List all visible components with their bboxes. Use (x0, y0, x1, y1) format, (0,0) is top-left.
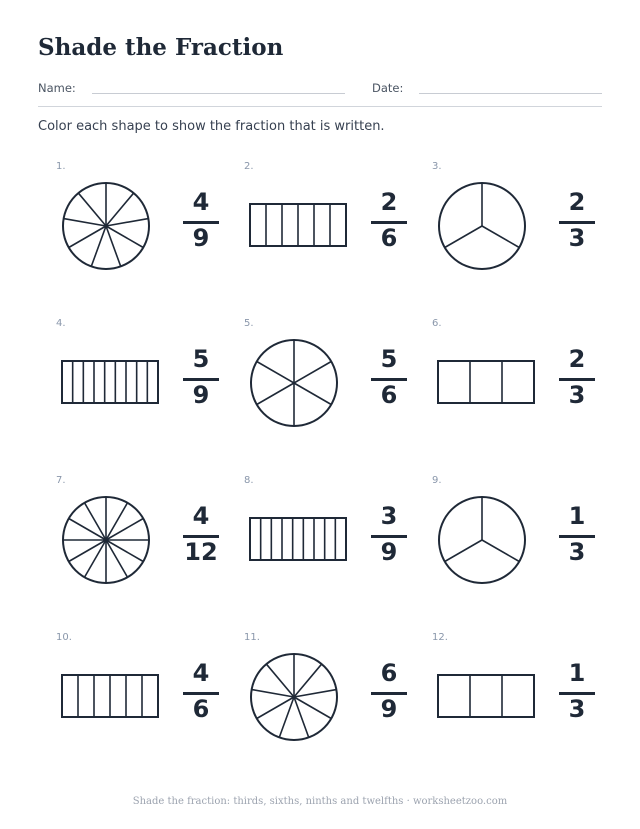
worksheet-title: Shade the Fraction (38, 34, 284, 61)
circle-divider (294, 362, 331, 384)
problem-9 (432, 475, 620, 625)
circle-shape[interactable] (436, 494, 528, 586)
rectangle-outline (250, 518, 346, 560)
fraction-numerator: 2 (380, 188, 398, 216)
problem-number: 5. (244, 318, 254, 329)
problem-number: 1. (56, 161, 66, 172)
fraction-numerator: 5 (380, 345, 398, 373)
fraction-numerator: 1 (568, 659, 586, 687)
problem-number: 3. (432, 161, 442, 172)
problem-10 (56, 632, 244, 782)
problem-number: 4. (56, 318, 66, 329)
fraction-numerator: 2 (568, 345, 586, 373)
circle-divider (482, 540, 519, 562)
circle-divider (294, 383, 331, 405)
circle-shape[interactable] (60, 180, 152, 272)
fraction-numerator: 1 (568, 502, 586, 530)
fraction-denominator: 3 (568, 695, 586, 723)
circle-divider (445, 540, 482, 562)
problem-6 (432, 318, 620, 468)
problem-11 (244, 632, 432, 782)
circle-divider (106, 226, 143, 248)
problem-number: 9. (432, 475, 442, 486)
problem-number: 8. (244, 475, 254, 486)
fraction-numerator: 3 (380, 502, 398, 530)
rectangle-shape[interactable] (436, 359, 538, 407)
problem-7 (56, 475, 244, 625)
name-field[interactable] (92, 93, 345, 94)
footer: Shade the fraction: thirds, sixths, ninths and twelfths · worksheetzoo.com (132, 796, 508, 807)
name-label: Name: (38, 81, 76, 95)
problem-number: 12. (432, 632, 448, 643)
fraction-denominator: 3 (568, 224, 586, 252)
rectangle-outline (438, 361, 534, 403)
circle-divider (294, 697, 331, 719)
circle-shape[interactable] (436, 180, 528, 272)
fraction-denominator: 9 (192, 224, 210, 252)
rectangle-outline (62, 361, 158, 403)
circle-divider (257, 697, 294, 719)
problem-2 (244, 161, 432, 311)
rectangle-shape[interactable] (248, 202, 350, 250)
fraction-numerator: 6 (380, 659, 398, 687)
problem-12 (432, 632, 620, 782)
circle-divider (294, 697, 309, 737)
problem-1 (56, 161, 244, 311)
rectangle-shape[interactable] (436, 673, 538, 721)
problem-4 (56, 318, 244, 468)
date-field[interactable] (419, 93, 602, 94)
rectangle-outline (438, 675, 534, 717)
rectangle-shape[interactable] (60, 359, 162, 407)
rectangle-shape[interactable] (60, 673, 162, 721)
problem-3 (432, 161, 620, 311)
fraction-numerator: 5 (192, 345, 210, 373)
fraction-denominator: 9 (192, 381, 210, 409)
fraction-denominator: 3 (568, 381, 586, 409)
fraction-denominator: 12 (184, 538, 218, 566)
date-label: Date: (372, 81, 404, 95)
circle-divider (445, 226, 482, 248)
problem-number: 11. (244, 632, 260, 643)
problem-number: 7. (56, 475, 66, 486)
problem-number: 2. (244, 161, 254, 172)
circle-divider (69, 226, 106, 248)
circle-shape[interactable] (60, 494, 152, 586)
fraction-numerator: 4 (192, 188, 210, 216)
circle-shape[interactable] (248, 337, 340, 429)
fraction-denominator: 3 (568, 538, 586, 566)
circle-divider (257, 383, 294, 405)
circle-divider (106, 226, 121, 266)
rectangle-shape[interactable] (248, 516, 350, 564)
circle-shape[interactable] (248, 651, 340, 743)
fraction-numerator: 4 (192, 659, 210, 687)
circle-divider (257, 362, 294, 384)
problem-number: 6. (432, 318, 442, 329)
problem-8 (244, 475, 432, 625)
fraction-denominator: 6 (380, 381, 398, 409)
fraction-denominator: 6 (380, 224, 398, 252)
circle-divider (279, 697, 294, 737)
fraction-numerator: 2 (568, 188, 586, 216)
fraction-denominator: 6 (192, 695, 210, 723)
header-divider (38, 106, 602, 107)
circle-divider (482, 226, 519, 248)
fraction-denominator: 9 (380, 538, 398, 566)
problem-number: 10. (56, 632, 72, 643)
fraction-numerator: 4 (192, 502, 210, 530)
instructions: Color each shape to show the fraction that is written. (38, 119, 385, 134)
problem-5 (244, 318, 432, 468)
circle-divider (91, 226, 106, 266)
fraction-denominator: 9 (380, 695, 398, 723)
